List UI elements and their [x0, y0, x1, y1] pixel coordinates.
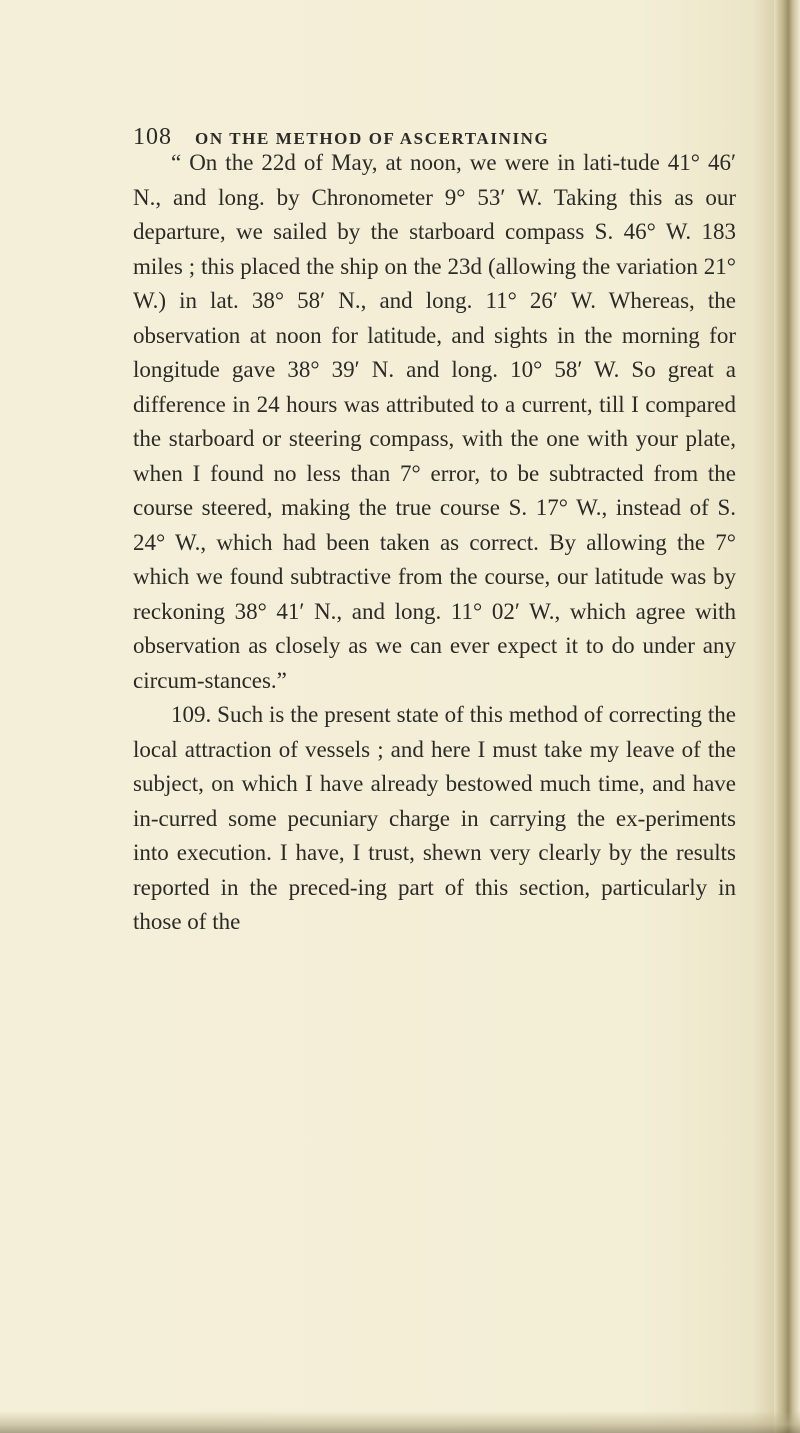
running-head: ON THE METHOD OF ASCERTAINING: [195, 129, 550, 148]
paragraph-quoted-log: “ On the 22d of May, at noon, we were in lati-tude 41° 46′ N., and long. by Chronometer 9° 53′ W. Taking this as our departure, we sailed by the starboard compass S. 46° W. 183 miles ; this placed the ship on the 23d (allowing the variation 21° W.) in lat. 38° 58′ N., and long. 11° 26′ W. Whereas, the observation at noon for latitude, and sights in the morning for longitude gave 38° 39′ N. and long. 10° 58′ W. So great a difference in 24 hours was attributed to a current, till I compared the starboard or steering compass, with the one with your plate, when I found no less than 7° error, to be subtracted from the course steered, making the true course S. 17° W., instead of S. 24° W., which had been taken as correct. By allowing the 7° which we found subtractive from the course, our latitude was by reckoning 38° 41′ N., and long. 11° 02′ W., which agree with observation as closely as we can ever expect it to do under any circum-stances.”: [133, 150, 736, 693]
page-bottom-edge: [0, 1411, 800, 1433]
page-binding-edge: [774, 0, 800, 1433]
paragraph-109: 109. Such is the present state of this method of correcting the local attraction of vessels ; and here I must take my leave of the subject, on which I have already bestowed much time, and have in-curred some pecuniary charge in carrying the ex-periments into execution. I have, I trust, shewn very clearly by the results reported in the preced-ing part of this section, particularly in those of the: [133, 702, 736, 934]
body-text: [133, 146, 736, 940]
page-number: 108: [133, 124, 172, 150]
